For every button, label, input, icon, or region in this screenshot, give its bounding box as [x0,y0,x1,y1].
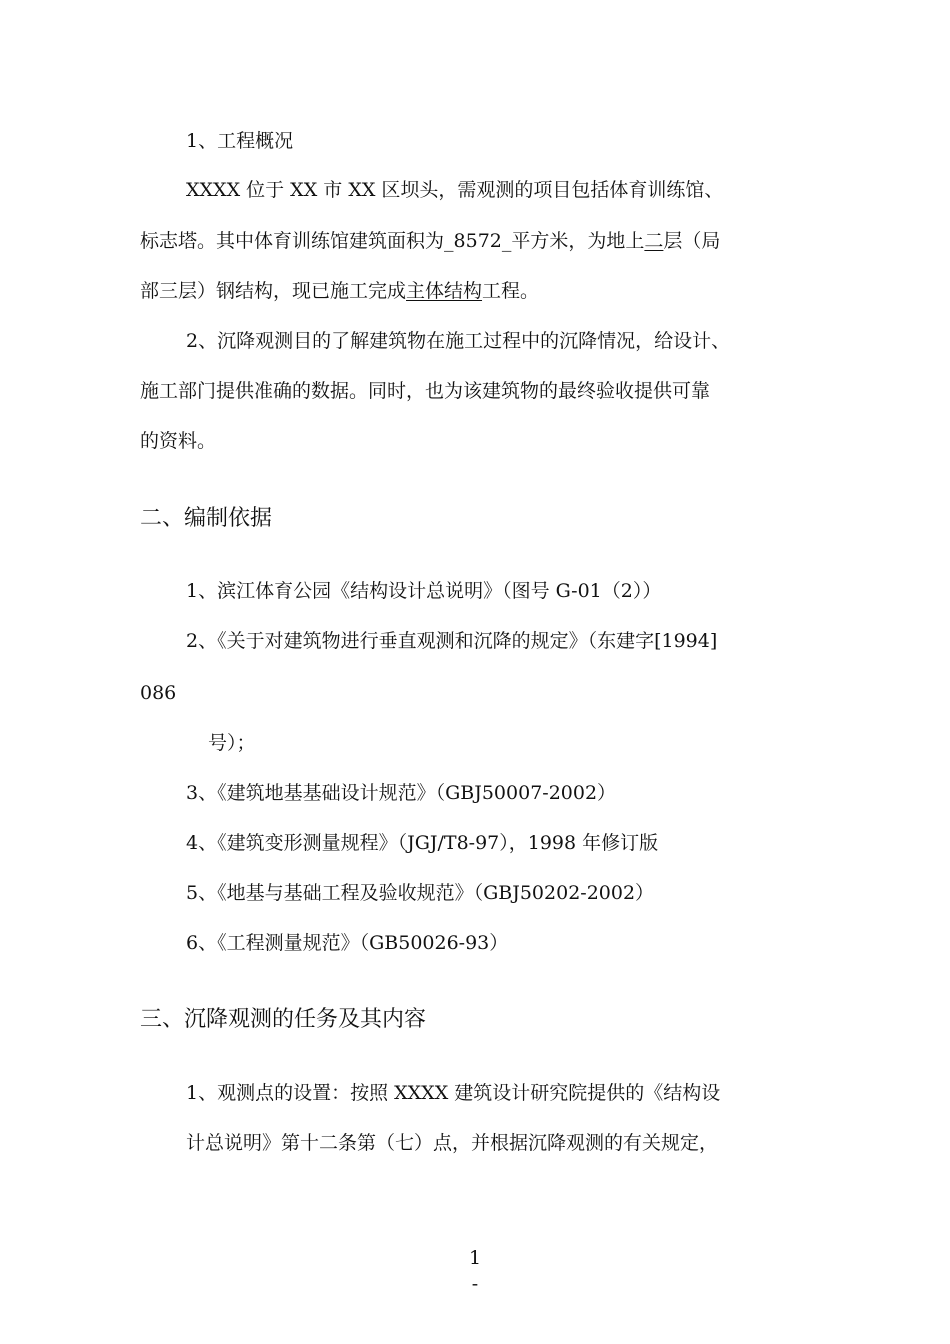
basis-item-5: 5、《地基与基础工程及验收规范》（GBJ50202-2002） [186,882,655,904]
basis-item-2-line-2: 086 [140,682,177,704]
basis-item-2-line-3: 号）； [208,732,256,754]
overview-text: 平方米，为地上 [511,230,645,252]
purpose-line-3: 的资料。 [140,430,217,452]
basis-item-3: 3、《建筑地基基础设计规范》（GBJ50007-2002） [186,782,617,804]
purpose-line-1: 2、沉降观测目的了解建筑物在施工过程中的沉降情况，给设计、 [186,330,731,352]
overview-line-1: XXXX 位于 XX 市 XX 区坝头，需观测的项目包括体育训练馆、 [186,179,724,201]
overview-text: 部三层）钢结构，现已施工完成 [140,280,407,302]
basis-item-1: 1、滨江体育公园《结构设计总说明》（图号 G-01（2）） [186,580,662,602]
overview-text: 标志塔。其中体育训练馆建筑面积为 [140,230,445,252]
tasks-item-1-line-1: 1、观测点的设置：按照 XXXX 建筑设计研究院提供的《结构设 [186,1082,721,1104]
overview-text: 工程。 [482,280,540,302]
section-heading-tasks: 三、沉降观测的任务及其内容 [140,1007,427,1032]
basis-item-2-line-1: 2、《关于对建筑物进行垂直观测和沉降的规定》（东建字[1994] [186,630,718,652]
floor-count-value: 二 [644,230,664,252]
basis-item-6: 6、《工程测量规范》（GB50026-93） [186,932,509,954]
overview-line-2 [140,228,720,254]
section-heading-basis: 二、编制依据 [140,506,273,531]
page-number: 1 [468,1247,482,1269]
overview-line-3 [140,278,539,304]
basis-item-4: 4、《建筑变形测量规程》（JGJ/T8-97），1998 年修订版 [186,832,659,854]
page-number-dash: - [471,1273,479,1295]
main-structure-underlined: 主体结构 [406,280,483,302]
building-area-value: _8572_ [444,230,512,252]
tasks-item-1-line-2: 计总说明》第十二条第（七）点，并根据沉降观测的有关规定， [186,1132,719,1154]
overview-title: 1、工程概况 [186,130,294,152]
purpose-line-2: 施工部门提供准确的数据。同时，也为该建筑物的最终验收提供可靠 [140,380,711,402]
overview-text: 层（局 [663,230,721,252]
